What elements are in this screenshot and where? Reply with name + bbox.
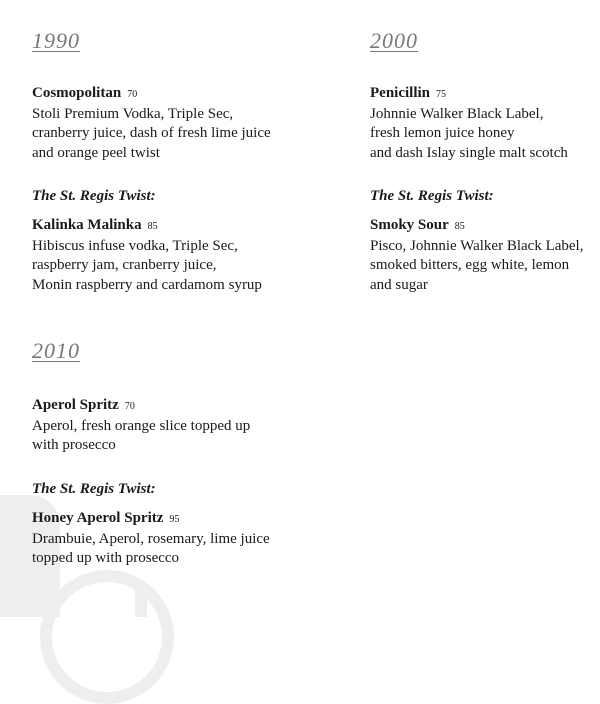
item-name: Penicillin <box>370 85 430 101</box>
item-description-line: topped up with prosecco <box>32 550 180 566</box>
item-description-line: cranberry juice, dash of fresh lime juice <box>32 125 271 141</box>
item-description-line: Pisco, Johnnie Walker Black Label, <box>370 237 584 254</box>
item-description-line: raspberry jam, cranberry juice, <box>32 257 217 273</box>
menu-item <box>32 396 250 456</box>
item-price: 70 <box>124 401 135 412</box>
menu-item <box>32 84 271 163</box>
item-description-line: Johnnie Walker Black Label, <box>370 105 544 122</box>
item-description-line: fresh lemon juice honey <box>370 125 515 141</box>
item-description-line: Monin raspberry and cardamom syrup <box>32 276 262 293</box>
item-description-line: with prosecco <box>32 437 116 453</box>
item-description-line: Hibiscus infuse vodka, Triple Sec, <box>32 237 238 254</box>
twist-label: The St. Regis Twist: <box>32 481 156 497</box>
year-heading: 2000 <box>370 28 418 53</box>
item-price: 70 <box>127 89 138 100</box>
year-heading: 1990 <box>32 28 80 53</box>
item-description-line: Drambuie, Aperol, rosemary, lime juice <box>32 530 270 547</box>
item-description-line: Stoli Premium Vodka, Triple Sec, <box>32 105 234 122</box>
year-heading: 2010 <box>32 338 80 363</box>
menu-item <box>32 216 262 295</box>
item-description-line: and orange peel twist <box>32 144 160 161</box>
item-description-line: and dash Islay single malt scotch <box>370 144 568 161</box>
menu-item <box>32 509 270 569</box>
item-name: Honey Aperol Spritz <box>32 510 164 526</box>
item-description-line: Aperol, fresh orange slice topped up <box>32 417 251 434</box>
item-price: 85 <box>147 221 158 232</box>
item-description-line: and sugar <box>370 276 428 293</box>
item-price: 75 <box>436 89 446 100</box>
item-name: Kalinka Malinka <box>32 217 142 233</box>
item-price: 85 <box>454 221 465 232</box>
twist-label: The St. Regis Twist: <box>32 188 156 204</box>
menu-item <box>370 216 583 295</box>
item-name: Smoky Sour <box>370 217 449 233</box>
item-name: Aperol Spritz <box>32 397 119 413</box>
twist-label: The St. Regis Twist: <box>370 188 494 204</box>
item-name: Cosmopolitan <box>32 85 122 101</box>
item-description-line: smoked bitters, egg white, lemon <box>370 257 570 273</box>
menu-item <box>370 84 568 163</box>
item-price: 95 <box>169 514 180 525</box>
